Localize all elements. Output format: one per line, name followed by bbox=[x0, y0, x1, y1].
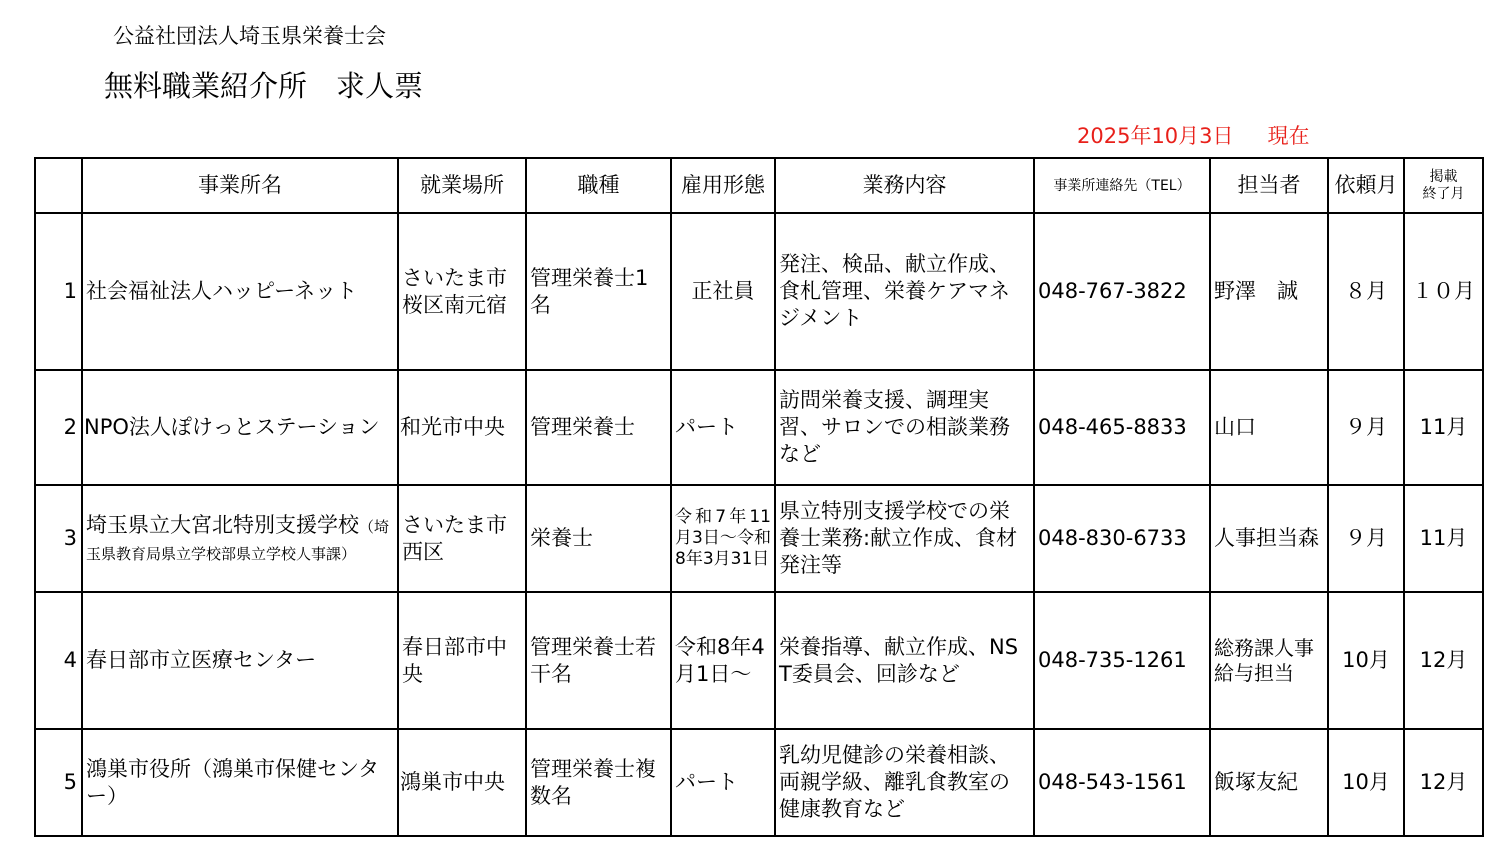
row-number: 2 bbox=[35, 370, 82, 485]
header-tel: 事業所連絡先（TEL） bbox=[1034, 158, 1210, 213]
header-company: 事業所名 bbox=[82, 158, 398, 213]
employment-type: 正社員 bbox=[671, 213, 775, 370]
header-location: 就業場所 bbox=[398, 158, 526, 213]
header-row bbox=[35, 158, 1483, 213]
work-location: 春日部市中央 bbox=[398, 592, 526, 729]
company-name: 春日部市立医療センター bbox=[82, 592, 398, 729]
request-month: 10月 bbox=[1328, 729, 1404, 836]
tel-number: 048-767-3822 bbox=[1034, 213, 1210, 370]
company-name: 鴻巣市役所（鴻巣市保健センター） bbox=[82, 729, 398, 836]
row-number: 4 bbox=[35, 592, 82, 729]
contact-person: 野澤 誠 bbox=[1210, 213, 1328, 370]
request-month: 10月 bbox=[1328, 592, 1404, 729]
header-end-month-line2: 終了月 bbox=[1422, 185, 1465, 202]
header-no bbox=[35, 158, 82, 213]
job-type: 管理栄養士 bbox=[526, 370, 671, 485]
job-duties: 栄養指導、献立作成、NST委員会、回診など bbox=[775, 592, 1034, 729]
row-number: 1 bbox=[35, 213, 82, 370]
tel-number: 048-543-1561 bbox=[1034, 729, 1210, 836]
row-number: 5 bbox=[35, 729, 82, 836]
contact-person: 総務課人事給与担当 bbox=[1210, 592, 1328, 729]
contact-person: 飯塚友紀 bbox=[1210, 729, 1328, 836]
request-month: ８月 bbox=[1328, 213, 1404, 370]
employment-type: パート bbox=[671, 370, 775, 485]
request-month: ９月 bbox=[1328, 485, 1404, 592]
company-department: （埼玉県教育局県立学校部県立学校人事課） bbox=[86, 517, 390, 563]
table-row bbox=[35, 485, 1483, 592]
table-row bbox=[35, 370, 1483, 485]
work-location: 鴻巣市中央 bbox=[398, 729, 526, 836]
job-duties: 発注、検品、献立作成、食札管理、栄養ケアマネジメント bbox=[775, 213, 1034, 370]
tel-number: 048-465-8833 bbox=[1034, 370, 1210, 485]
header-duties: 業務内容 bbox=[775, 158, 1034, 213]
job-type: 管理栄養士若干名 bbox=[526, 592, 671, 729]
contact-person: 人事担当森 bbox=[1210, 485, 1328, 592]
end-month: 11月 bbox=[1404, 485, 1483, 592]
job-type: 栄養士 bbox=[526, 485, 671, 592]
employment-type: 令和8年4月1日～ bbox=[671, 592, 775, 729]
table-row bbox=[35, 213, 1483, 370]
company-cell bbox=[82, 485, 398, 592]
header-employment: 雇用形態 bbox=[671, 158, 775, 213]
row-number: 3 bbox=[35, 485, 82, 592]
end-month: 11月 bbox=[1404, 370, 1483, 485]
tel-number: 048-735-1261 bbox=[1034, 592, 1210, 729]
date-value: 2025年10月3日 bbox=[1077, 124, 1234, 148]
end-month: 12月 bbox=[1404, 729, 1483, 836]
header-request-month: 依頼月 bbox=[1328, 158, 1404, 213]
work-location: 和光市中央 bbox=[398, 370, 526, 485]
company-name: NPO法人ぽけっとステーション bbox=[82, 370, 398, 485]
job-duties: 訪問栄養支援、調理実習、サロンでの相談業務など bbox=[775, 370, 1034, 485]
table-row bbox=[35, 729, 1483, 836]
end-month: １０月 bbox=[1404, 213, 1483, 370]
contact-person: 山口 bbox=[1210, 370, 1328, 485]
header-end-month-line1: 掲載 bbox=[1429, 168, 1458, 185]
work-location: さいたま市西区 bbox=[398, 485, 526, 592]
job-type: 管理栄養士複数名 bbox=[526, 729, 671, 836]
job-listing-table bbox=[34, 157, 1484, 837]
as-of-date bbox=[1077, 122, 1310, 150]
employment-type: 令和7年11月3日～令和8年3月31日 bbox=[675, 507, 771, 569]
job-duties: 県立特別支援学校での栄養士業務:献立作成、食材発注等 bbox=[775, 485, 1034, 592]
date-suffix: 現在 bbox=[1267, 124, 1310, 148]
table-row bbox=[35, 592, 1483, 729]
job-duties: 乳幼児健診の栄養相談、両親学級、離乳食教室の健康教育など bbox=[775, 729, 1034, 836]
header-job: 職種 bbox=[526, 158, 671, 213]
work-location: さいたま市桜区南元宿 bbox=[398, 213, 526, 370]
request-month: ９月 bbox=[1328, 370, 1404, 485]
header-contact: 担当者 bbox=[1210, 158, 1328, 213]
company-name: 社会福祉法人ハッピーネット bbox=[82, 213, 398, 370]
organization-name: 公益社団法人埼玉県栄養士会 bbox=[113, 24, 386, 48]
company-name: 埼玉県立大宮北特別支援学校 bbox=[86, 512, 359, 537]
employment-type-cell bbox=[671, 485, 775, 592]
tel-number: 048-830-6733 bbox=[1034, 485, 1210, 592]
page-title: 無料職業紹介所 求人票 bbox=[104, 69, 424, 103]
end-month: 12月 bbox=[1404, 592, 1483, 729]
header-end-month bbox=[1404, 158, 1483, 213]
employment-type: パート bbox=[671, 729, 775, 836]
job-type: 管理栄養士1名 bbox=[526, 213, 671, 370]
